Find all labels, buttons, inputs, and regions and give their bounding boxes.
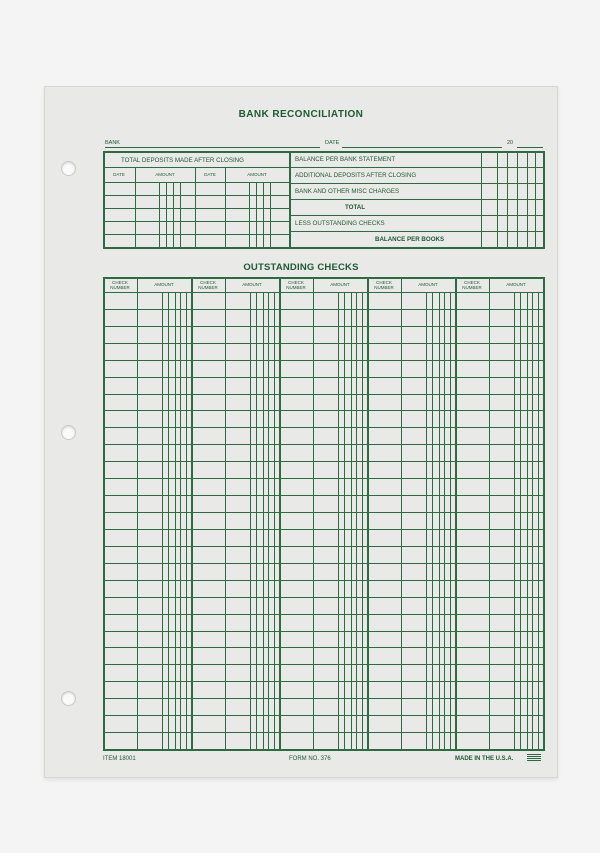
binder-hole [61, 161, 76, 176]
balance-digit-line [527, 151, 528, 247]
outstanding-checks-title: OUTSTANDING CHECKS [243, 262, 359, 273]
form-number: FORM NO. 376 [289, 756, 331, 762]
check-row-line [103, 444, 543, 445]
balance-digit-line [507, 151, 508, 247]
check-row-line [103, 631, 543, 632]
balance-row-label: LESS OUTSTANDING CHECKS [295, 220, 385, 227]
made-in-label: MADE IN THE U.S.A. [455, 756, 514, 762]
check-row-line [103, 529, 543, 530]
amount-digit-line [159, 182, 160, 247]
grid-border-bottom [103, 749, 543, 751]
bank-label: BANK [105, 140, 120, 146]
check-row-line [103, 647, 543, 648]
check-row-line [103, 563, 543, 564]
check-row-line [103, 410, 543, 411]
check-row-line [103, 580, 543, 581]
check-amount-header: AMOUNT [154, 282, 174, 287]
balance-row-line [289, 199, 543, 200]
deposits-column-header: DATE [204, 172, 216, 177]
amount-digit-line [180, 182, 181, 247]
form-title: BANK RECONCILIATION [238, 109, 364, 120]
grid-border-top [103, 277, 543, 279]
binder-hole [61, 425, 76, 440]
check-number-divider [401, 277, 402, 749]
balance-row-label: BALANCE PER BOOKS [375, 236, 445, 243]
deposits-heading: TOTAL DEPOSITS MADE AFTER CLOSING [121, 157, 244, 164]
amount-digit-line [166, 182, 167, 247]
grid-header-rule [103, 292, 543, 293]
check-number-divider [225, 277, 226, 749]
deposits-row-line [103, 234, 289, 235]
check-row-line [103, 326, 543, 327]
check-amount-header: AMOUNT [506, 282, 526, 287]
deposits-row-line [103, 195, 289, 196]
check-number-header: CHECK NUMBER [286, 280, 306, 290]
amount-digit-line [270, 182, 271, 247]
year-label: 20 [507, 140, 514, 146]
deposits-row-line [103, 221, 289, 222]
check-row-line [103, 614, 543, 615]
amount-digit-line [249, 182, 250, 247]
check-pair-divider [279, 277, 281, 749]
check-number-divider [137, 277, 138, 749]
deposits-column-header: DATE [113, 172, 125, 177]
check-pair-divider [455, 277, 457, 749]
deposits-col-divider [225, 167, 226, 247]
check-number-divider [489, 277, 490, 749]
check-number-header: CHECK NUMBER [110, 280, 130, 290]
box-border-bottom [103, 247, 543, 249]
date-line [342, 147, 502, 148]
check-amount-header: AMOUNT [330, 282, 350, 287]
check-amount-header: AMOUNT [418, 282, 438, 287]
deposits-col-divider [195, 167, 196, 247]
balance-digit-line [497, 151, 498, 247]
check-row-line [103, 377, 543, 378]
check-number-header: CHECK NUMBER [462, 280, 482, 290]
balance-row-line [289, 167, 543, 168]
deposits-column-header: AMOUNT [247, 172, 267, 177]
check-pair-divider [191, 277, 193, 749]
check-number-header: CHECK NUMBER [374, 280, 394, 290]
check-row-line [103, 394, 543, 395]
balance-digit-line [517, 151, 518, 247]
deposits-column-header: AMOUNT [155, 172, 175, 177]
deposits-col-divider [135, 167, 136, 247]
item-number: ITEM 18001 [103, 756, 136, 762]
check-row-line [103, 343, 543, 344]
binder-hole [61, 691, 76, 706]
balance-row-label: ADDITIONAL DEPOSITS AFTER CLOSING [295, 172, 417, 179]
check-row-line [103, 495, 543, 496]
check-row-line [103, 698, 543, 699]
check-amount-header: AMOUNT [242, 282, 262, 287]
check-row-line [103, 681, 543, 682]
box-border-top [103, 151, 543, 153]
grid-border-right [543, 277, 545, 751]
year-line [517, 147, 543, 148]
amount-digit-line [256, 182, 257, 247]
check-row-line [103, 664, 543, 665]
check-row-line [103, 360, 543, 361]
balance-digit-line [535, 151, 536, 247]
balance-row-line [289, 231, 543, 232]
balance-row-label: BALANCE PER BANK STATEMENT [295, 156, 396, 163]
date-label: DATE [325, 140, 340, 146]
check-row-line [103, 597, 543, 598]
check-row-line [103, 478, 543, 479]
balance-row-line [289, 183, 543, 184]
deposits-row-line [103, 208, 289, 209]
amount-digit-line [263, 182, 264, 247]
check-row-line [103, 546, 543, 547]
bank-line [105, 147, 320, 148]
box-border-left [103, 151, 105, 247]
amount-digit-line [173, 182, 174, 247]
balance-row-line [289, 215, 543, 216]
balance-row-label: TOTAL [345, 204, 366, 211]
balance-amount-divider [481, 151, 482, 247]
grid-border-left [103, 277, 105, 749]
us-flag-icon [527, 754, 541, 762]
check-row-line [103, 461, 543, 462]
box-border-right [543, 151, 545, 249]
check-pair-divider [367, 277, 369, 749]
balance-row-label: BANK AND OTHER MISC CHARGES [295, 188, 400, 195]
check-number-divider [313, 277, 314, 749]
check-row-line [103, 732, 543, 733]
check-number-header: CHECK NUMBER [198, 280, 218, 290]
check-row-line [103, 427, 543, 428]
check-row-line [103, 512, 543, 513]
reconciliation-form-sheet [44, 86, 558, 778]
check-row-line [103, 715, 543, 716]
check-row-line [103, 309, 543, 310]
